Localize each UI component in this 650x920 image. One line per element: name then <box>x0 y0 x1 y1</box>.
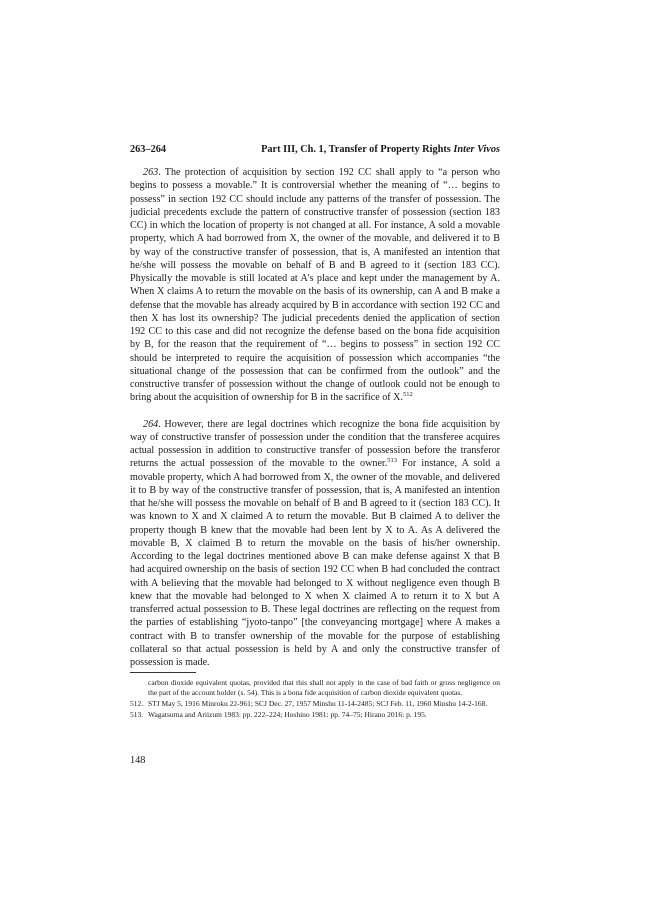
footnote-text: carbon dioxide equivalent quotas, provided that this shall not apply in the case of bad faith or gross negligence on the part of the account holder (s. 54). This is a bona fide acquisition of carbon dioxide equivalent quotas. <box>148 678 500 697</box>
footnote-512 <box>130 699 500 709</box>
footnotes <box>130 678 500 720</box>
footnote-ref-513[interactable]: 513 <box>387 457 398 465</box>
paragraph-263 <box>130 166 500 405</box>
footnote-513 <box>130 710 500 720</box>
footnote-divider <box>130 672 196 673</box>
paragraph-text: However, there are legal doctrines which recognize the bona fide acquisition by way of constructive transfer of possession under the condition that the transferee acquires actual possession in addition to constructive transfer of possession before the transferor returns the actual possession of the movable to the owner. <box>130 418 500 470</box>
paragraph-264 <box>130 418 500 670</box>
body-text <box>130 166 500 669</box>
chapter-title-italic: Inter Vivos <box>453 144 500 155</box>
footnote-ref-512[interactable]: 512 <box>403 391 413 399</box>
chapter-title-prefix: Part III, Ch. 1, Transfer of Property Rights <box>261 144 454 155</box>
paragraph-number: 263 <box>143 167 159 178</box>
footnote-text: STJ May 5, 1916 Minroku 22-961; SCJ Dec. 27, 1957 Minshu 11-14-2485; SCJ Feb. 11, 1960 Minshu 14-2-168. <box>148 698 488 708</box>
paragraph-number-period: . <box>158 418 165 430</box>
footnote-label: 512. <box>130 698 144 708</box>
paragraph-text-continued: For instance, A sold a movable property, which A had borrowed from X, the owner of the movable, and delivered it to B by way of the constructive transfer of possession, that is, A manifested an intention that he/she will possess the movable on behalf of B and B agreed to it (section 183 CC). It was known to X and X claimed A to return the movable. But B claimed A to deliver the property though B knew that the movable had been lent by X to A. As A delivered the movable B, X claimed B to return the movable on the basis of his/her ownership. According to the legal doctrines mentioned above B can make defense against X that B had acquired ownership on the basis of section 192 CC when B had concluded the contract with A believing that the movable had belonged to X without negligence even though B knew that the movable had belonged to X when X claimed A to return it to X but A transferred actual possession to B. These legal doctrines are reflecting on the request from the parties of establishing “jyoto-tanpo” [the conveyancing mortgage] where A makes a contract with B to transfer ownership of the movable for the purpose of establishing collateral so that actual possession is held by A and only the constructive transfer of possession is made. <box>130 458 500 668</box>
footnote-continued <box>130 678 500 698</box>
paragraph-text: The protection of acquisition by section 192 CC shall apply to “a person who begins to possess a movable.” It is controversial whether the meaning of “… begins to possess” in section 192 CC should include any patterns of the transfer of possession. The judicial precedents exclude the pattern of constructive transfer of possession (section 183 CC) in which the location of property is not changed at all. For instance, A sold a movable property, which A had borrowed from X, the owner of the movable, and delivered it to B by way of the constructive transfer of possession, that is, A manifested an intention that he/she will possess the movable on behalf of B and B agreed to it (section 183 CC). Physically the movable is still located at A's place and kept under the management by A. When X claims A to return the movable on the basis of its ownership, can A and B make a defense that the movable has already acquired by B in accordance with section 192 CC and then X has lost its ownership? The judicial precedents denied the application of section 192 CC to this case and did not recognize the defense based on the bona fide acquisition by B, for the reason that the requirement of “… begins to possess” in section 192 CC should be interpreted to require the acquisition of possession which accompanies “the situational change of the possession that can be confirmed from the outlook” and the constructive transfer of possession without the change of outlook could not be enough to bring about the acquisition of ownership for B in the sacrifice of X. <box>130 167 500 404</box>
paragraph-number: 264 <box>143 418 159 430</box>
page-number: 148 <box>130 755 146 766</box>
paragraph-number-period: . <box>158 167 165 178</box>
footnote-text: Wagatsuma and Ariizum 1983: pp. 222–224; Hoshino 1981: pp. 74–75; Hirano 2016: p. 195. <box>148 709 427 719</box>
footnote-label: 513. <box>130 709 144 719</box>
section-range: 263–264 <box>130 144 167 155</box>
chapter-title <box>261 143 500 157</box>
